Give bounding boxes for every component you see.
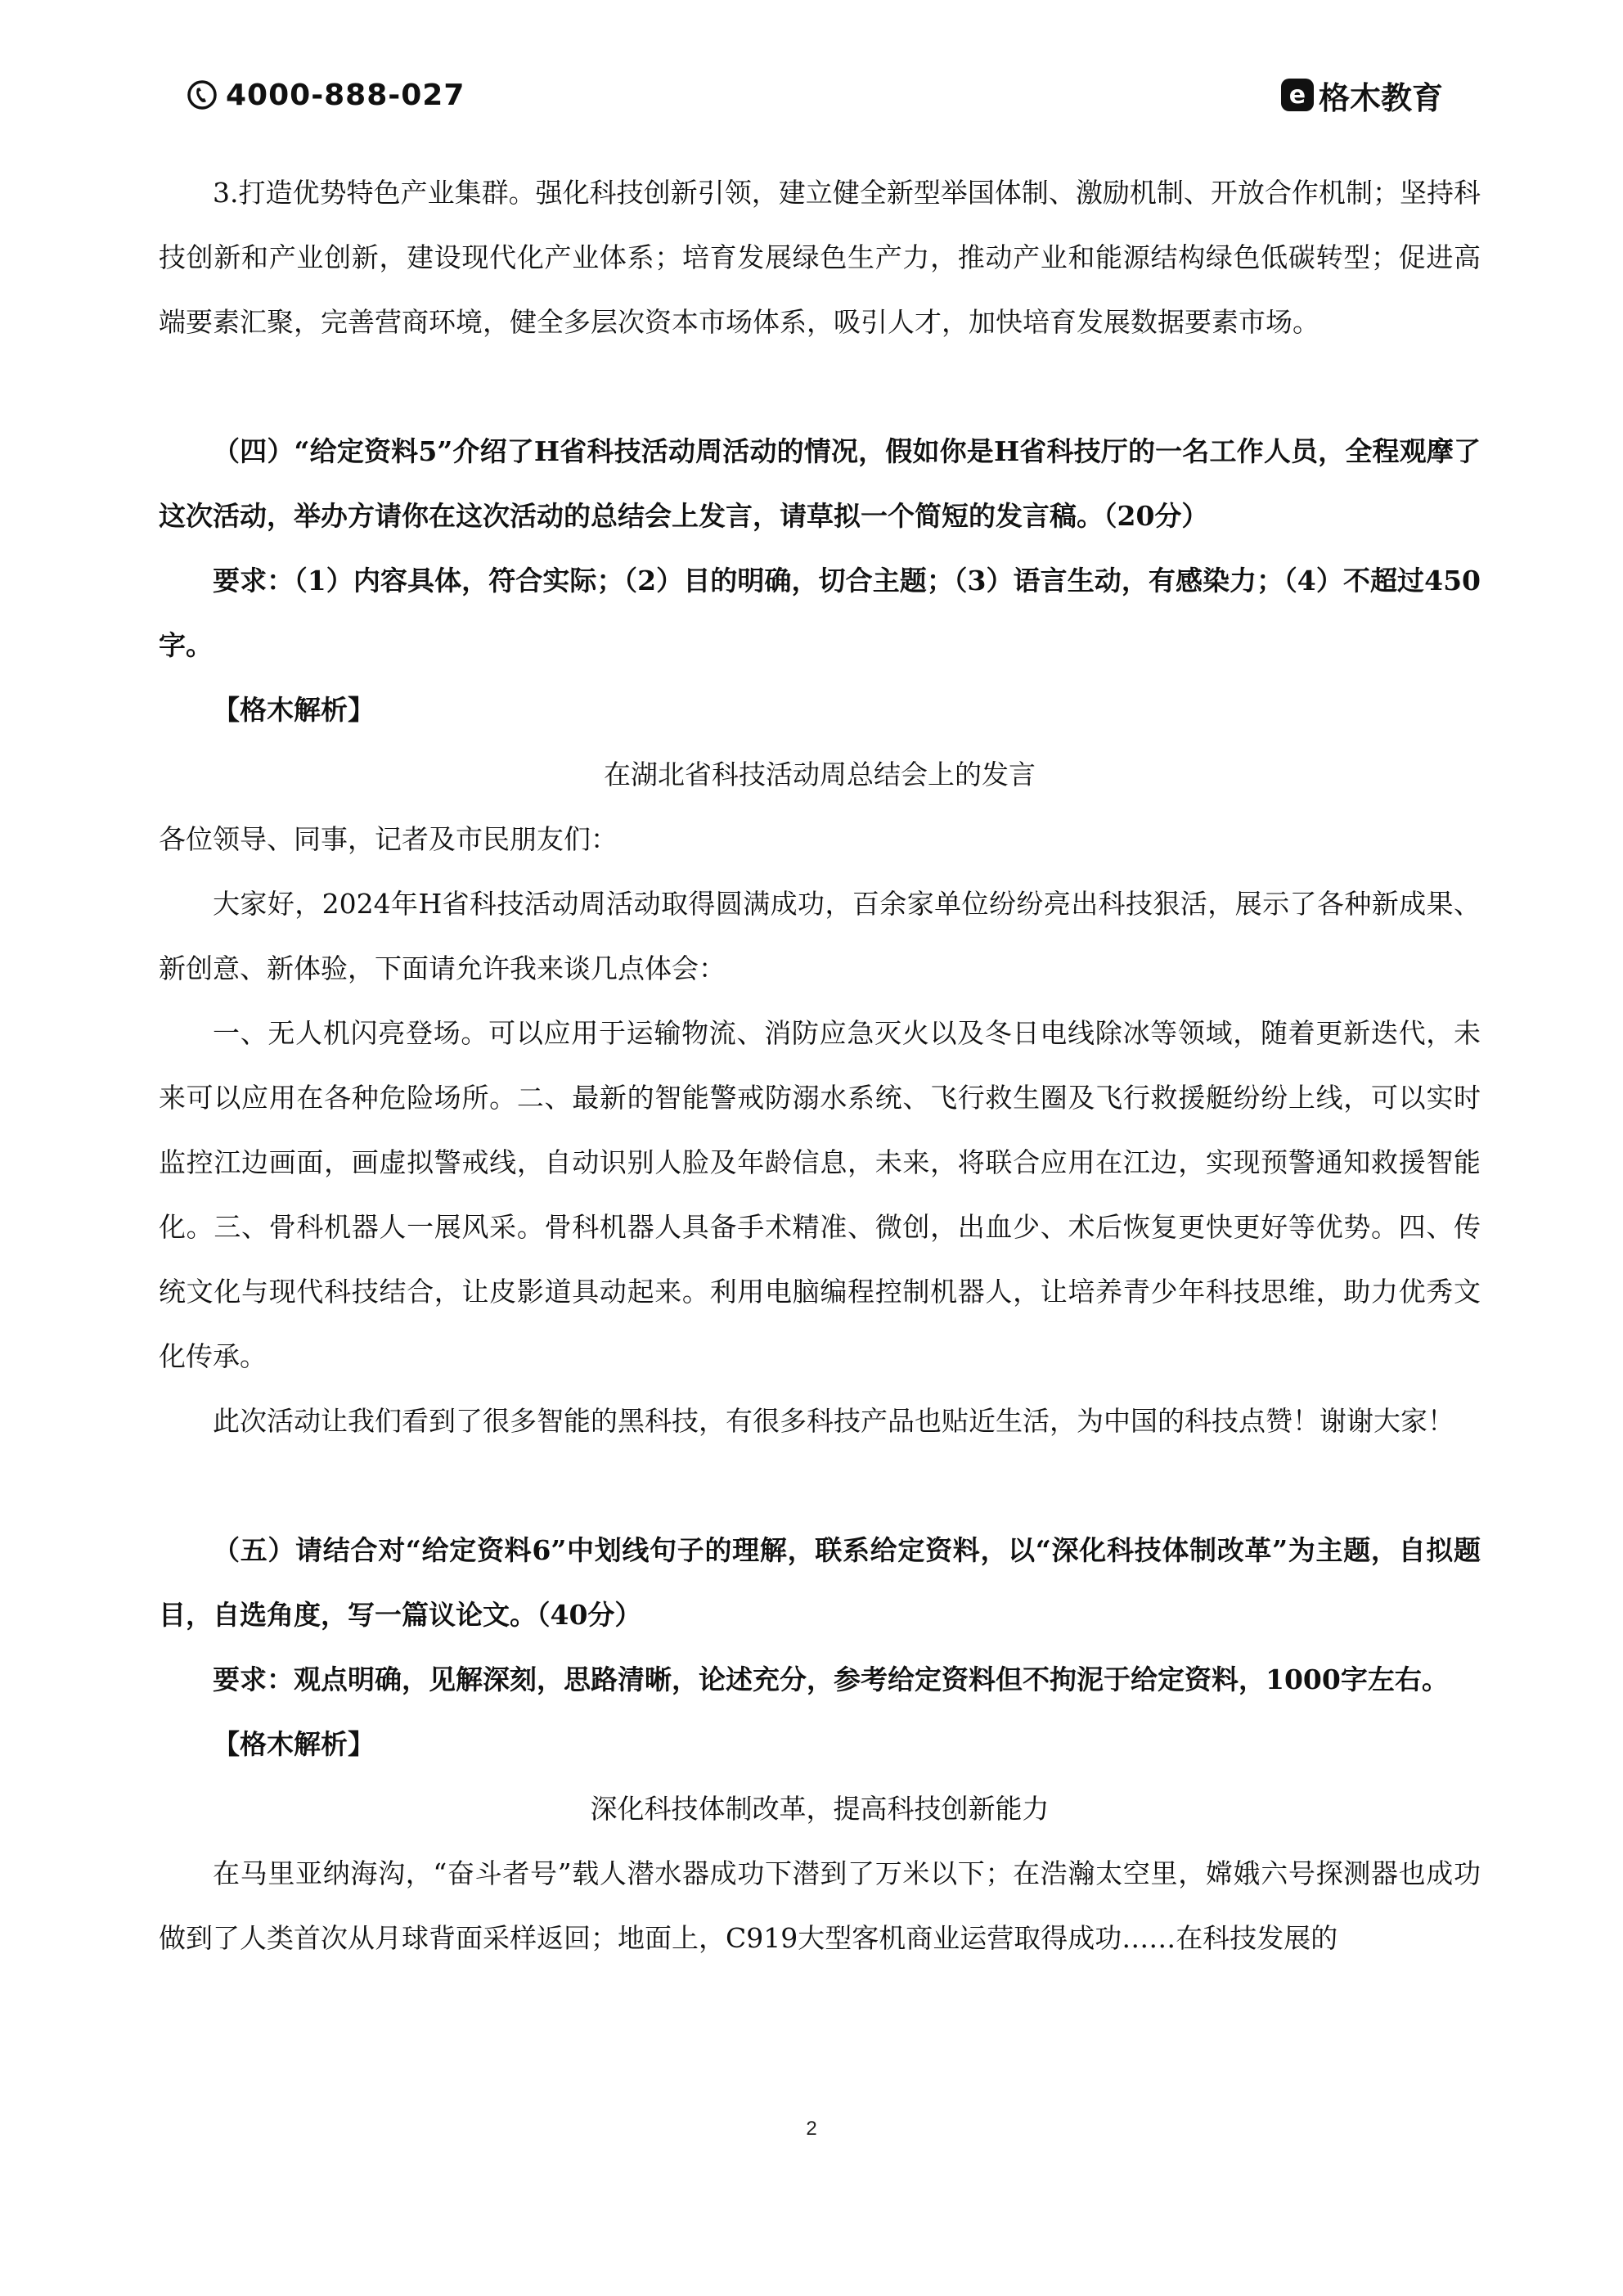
page-header [0,0,1623,123]
brand-name: 格木教育 [1318,79,1443,116]
question-4: （四）“给定资料5”介绍了H省科技活动周活动的情况，假如你是H省科技厅的一名工作人员，全程观摩了这次活动，举办方请你在这次活动的总结会上发言，请草拟一个简短的发言稿。（20分） [159,435,1481,532]
brand-logo [1281,72,1443,118]
phone-contact [187,72,465,118]
e-logo-icon: e [1281,79,1314,111]
essay-paragraph: 在马里亚纳海沟，“奋斗者号”载人潜水器成功下潜到了万米以下；在浩瀚太空里，嫦娥六号探测器也成功做到了人类首次从月球背面采样返回；地面上，C919大型客机商业运营取得成功……在科技发展的 [159,1857,1481,1954]
document-body [159,160,1481,1970]
spacer [159,354,1481,419]
question-5: （五）请结合对“给定资料6”中划线句子的理解，联系给定资料，以“深化科技体制改革”为主题，自拟题目，自选角度，写一篇议论文。（40分） [159,1534,1481,1631]
analysis-label: 【格木解析】 [213,1728,375,1760]
question-5-requirements: 要求：观点明确，见解深刻，思路清晰，论述充分，参考给定资料但不拘泥于给定资料，1000字左右。 [213,1663,1449,1695]
speech-paragraph: 大家好，2024年H省科技活动周活动取得圆满成功，百余家单位纷纷亮出科技狠活，展示了各种新成果、新创意、新体验，下面请允许我来谈几点体会： [159,888,1481,984]
speech-paragraph: 一、无人机闪亮登场。可以应用于运输物流、消防应急灭火以及冬日电线除冰等领域，随着更新迭代，未来可以应用在各种危险场所。二、最新的智能警戒防溺水系统、飞行救生圈及飞行救援艇纷纷上线，可以实时监控江边画面，画虚拟警戒线，自动识别人脸及年龄信息，未来，将联合应用在江边，实现预警通知救援智能化。三、骨科机器人一展风采。骨科机器人具备手术精准、微创，出血少、术后恢复更快更好等优势。四、传统文化与现代科技结合，让皮影道具动起来。利用电脑编程控制机器人，让培养青少年科技思维，助力优秀文化传承。 [159,1017,1481,1372]
phone-icon [187,79,218,110]
speech-title: 在湖北省科技活动周总结会上的发言 [604,759,1036,790]
phone-number: 4000-888-027 [226,78,465,112]
analysis-label: 【格木解析】 [213,694,375,726]
speech-paragraph: 此次活动让我们看到了很多智能的黑科技，有很多科技产品也贴近生活，为中国的科技点赞！谢谢大家！ [213,1405,1454,1437]
speech-greeting: 各位领导、同事，记者及市民朋友们： [159,823,618,855]
paragraph-industry-cluster: 3.打造优势特色产业集群。强化科技创新引领，建立健全新型举国体制、激励机制、开放合作机制；坚持科技创新和产业创新，建设现代化产业体系；培育发展绿色生产力，推动产业和能源结构绿色低碳转型；促进高端要素汇聚，完善营商环境，健全多层次资本市场体系，吸引人才，加快培育发展数据要素市场。 [159,177,1481,338]
question-4-requirements: 要求：（1）内容具体，符合实际；（2）目的明确，切合主题；（3）语言生动，有感染力；（4）不超过450字。 [159,565,1481,661]
essay-title: 深化科技体制改革，提高科技创新能力 [590,1793,1050,1825]
spacer [159,1453,1481,1518]
page-number: 2 [806,2118,817,2140]
